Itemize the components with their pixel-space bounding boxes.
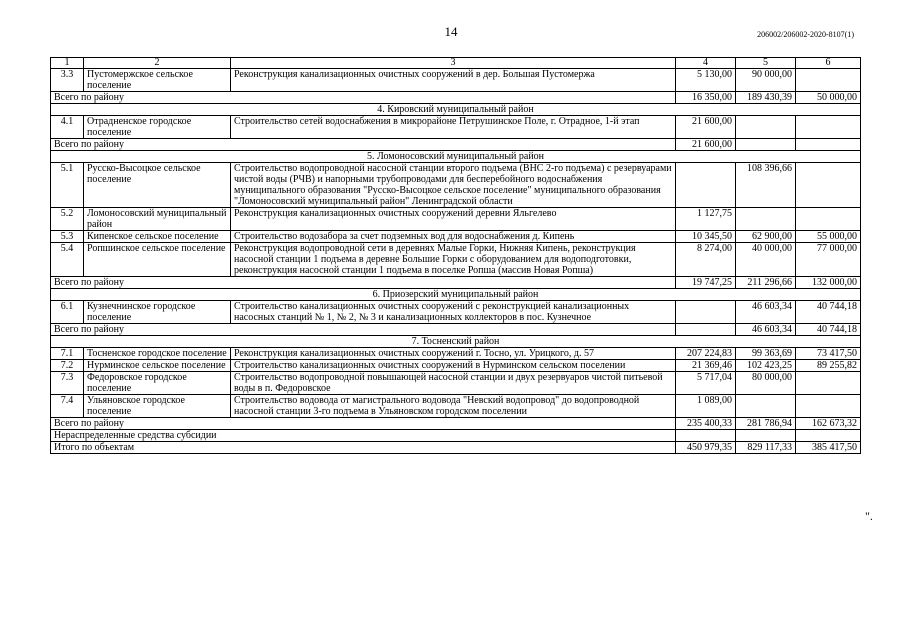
header-cell: 6	[796, 58, 861, 69]
amount-col5: 90 000,00	[736, 69, 796, 92]
amount-col5	[736, 395, 796, 418]
project-description: Реконструкция канализационных очистных сооружений в дер. Большая Пустомержа	[231, 69, 676, 92]
project-description: Строительство канализационных очистных сооружений с реконструкцией канализационных насосных станций № 1, № 2, № 3 и канализационных коллекторов в пос. Кузнечное	[231, 301, 676, 324]
total-row	[51, 430, 861, 442]
amount-col4: 1 089,00	[676, 395, 736, 418]
amount-col6	[796, 69, 861, 92]
item-number: 7.1	[51, 348, 84, 360]
amount-col6: 40 744,18	[796, 301, 861, 324]
table-row	[51, 163, 861, 208]
amount-col4: 21 600,00	[676, 116, 736, 139]
amount-col6	[796, 163, 861, 208]
amount-col4: 8 274,00	[676, 243, 736, 277]
project-description: Строительство водопроводной насосной станции второго подъема (ВНС 2-го подъема) с резервуарами чистой воды (РЧВ) и напорными трубопроводами для бесперебойного водоснабжения муниципального образования "Русско-Высоцкое сельское поселение" муниципального образования "Ломоносовский муниципальный район" Ленинградской области	[231, 163, 676, 208]
table-row	[51, 360, 861, 372]
amount-col4	[676, 301, 736, 324]
closing-quote-mark: ".	[865, 509, 873, 523]
table-row	[51, 348, 861, 360]
total-col5	[736, 430, 796, 442]
section-title: 4. Кировский муниципальный район	[51, 104, 861, 116]
amount-col5	[736, 208, 796, 231]
municipality-name: Пустомержское сельское поселение	[84, 69, 231, 92]
total-col5: 829 117,33	[736, 442, 796, 454]
amount-col5: 108 396,66	[736, 163, 796, 208]
project-description: Строительство водозабора за счет подземных вод для водоснабжения д. Кипень	[231, 231, 676, 243]
amount-col5	[736, 116, 796, 139]
section-title: 7. Тосненский район	[51, 336, 861, 348]
total-label: Всего по району	[51, 92, 676, 104]
total-col4	[676, 324, 736, 336]
section-heading-row	[51, 151, 861, 163]
total-row	[51, 277, 861, 289]
amount-col5: 40 000,00	[736, 243, 796, 277]
item-number: 5.1	[51, 163, 84, 208]
total-label: Всего по району	[51, 418, 676, 430]
municipality-name: Русско-Высоцкое сельское поселение	[84, 163, 231, 208]
total-col5: 189 430,39	[736, 92, 796, 104]
item-number: 5.4	[51, 243, 84, 277]
total-col5: 281 786,94	[736, 418, 796, 430]
total-row	[51, 324, 861, 336]
project-description: Реконструкция водопроводной сети в деревнях Малые Горки, Нижняя Кипень, реконструкция насосной станции 1 подъема в деревне Большие Горки с оборудованием для водоподготовки, реконструкция насосной станции 1 подъема в поселке Ропша (массив Новая Ропша)	[231, 243, 676, 277]
municipality-name: Тосненское городское поселение	[84, 348, 231, 360]
document-code: 206002/206002-2020-8107(1)	[757, 30, 854, 39]
section-heading-row	[51, 104, 861, 116]
total-col5	[736, 139, 796, 151]
amount-col5: 46 603,34	[736, 301, 796, 324]
item-number: 6.1	[51, 301, 84, 324]
amount-col6	[796, 372, 861, 395]
table-row	[51, 69, 861, 92]
header-cell: 2	[84, 58, 231, 69]
municipality-name: Кузнечнинское городское поселение	[84, 301, 231, 324]
amount-col5: 99 363,69	[736, 348, 796, 360]
total-col4: 19 747,25	[676, 277, 736, 289]
project-description: Строительство водопроводной повышающей насосной станции и двух резервуаров чистой питьевой воды в п. Федоровское	[231, 372, 676, 395]
header-cell: 4	[676, 58, 736, 69]
table-row	[51, 372, 861, 395]
item-number: 5.3	[51, 231, 84, 243]
header-row	[51, 58, 861, 69]
amount-col4: 5 717,04	[676, 372, 736, 395]
section-heading-row	[51, 336, 861, 348]
total-row	[51, 418, 861, 430]
municipality-name: Федоровское городское поселение	[84, 372, 231, 395]
total-col5: 46 603,34	[736, 324, 796, 336]
total-col4: 21 600,00	[676, 139, 736, 151]
project-description: Строительство сетей водоснабжения в микрорайоне Петрушинское Поле, г. Отрадное, 1-й этап	[231, 116, 676, 139]
amount-col5: 102 423,25	[736, 360, 796, 372]
total-row	[51, 442, 861, 454]
amount-col6: 73 417,50	[796, 348, 861, 360]
total-col6	[796, 139, 861, 151]
project-description: Реконструкция канализационных очистных сооружений г. Тосно, ул. Урицкого, д. 57	[231, 348, 676, 360]
total-col4	[676, 430, 736, 442]
total-label: Итого по объектам	[51, 442, 676, 454]
total-col6: 385 417,50	[796, 442, 861, 454]
total-col6: 132 000,00	[796, 277, 861, 289]
total-col4: 16 350,00	[676, 92, 736, 104]
amount-col5: 62 900,00	[736, 231, 796, 243]
amount-col4: 10 345,50	[676, 231, 736, 243]
header-cell: 1	[51, 58, 84, 69]
table-row	[51, 243, 861, 277]
page-number: 14	[444, 24, 458, 39]
table-row	[51, 301, 861, 324]
item-number: 3.3	[51, 69, 84, 92]
amount-col6	[796, 208, 861, 231]
section-heading-row	[51, 289, 861, 301]
municipality-name: Ропшинское сельское поселение	[84, 243, 231, 277]
total-col6	[796, 430, 861, 442]
municipality-name: Отрадненское городское поселение	[84, 116, 231, 139]
total-label: Всего по району	[51, 139, 676, 151]
municipality-name: Кипенское сельское поселение	[84, 231, 231, 243]
section-title: 6. Приозерский муниципальный район	[51, 289, 861, 301]
section-title: 5. Ломоносовский муниципальный район	[51, 151, 861, 163]
item-number: 4.1	[51, 116, 84, 139]
total-col5: 211 296,66	[736, 277, 796, 289]
total-col4: 450 979,35	[676, 442, 736, 454]
amount-col4: 207 224,83	[676, 348, 736, 360]
item-number: 7.3	[51, 372, 84, 395]
table-row	[51, 395, 861, 418]
amount-col4: 5 130,00	[676, 69, 736, 92]
amount-col5: 80 000,00	[736, 372, 796, 395]
project-description: Строительство водовода от магистрального водовода "Невский водопровод" до водопроводной насосной станции 3-го подъема в Ульяновском городском поселении	[231, 395, 676, 418]
total-row	[51, 92, 861, 104]
total-col6: 40 744,18	[796, 324, 861, 336]
municipality-name: Нурминское сельское поселение	[84, 360, 231, 372]
amount-col6: 77 000,00	[796, 243, 861, 277]
subsidy-table	[50, 57, 861, 454]
amount-col6: 89 255,82	[796, 360, 861, 372]
total-col6: 162 673,32	[796, 418, 861, 430]
table-row	[51, 208, 861, 231]
total-row	[51, 139, 861, 151]
table-row	[51, 231, 861, 243]
header-cell: 3	[231, 58, 676, 69]
item-number: 7.2	[51, 360, 84, 372]
amount-col6	[796, 395, 861, 418]
project-description: Строительство канализационных очистных сооружений в Нурминском сельском поселении	[231, 360, 676, 372]
municipality-name: Ломоносовский муниципальный район	[84, 208, 231, 231]
amount-col6: 55 000,00	[796, 231, 861, 243]
table-row	[51, 116, 861, 139]
total-label: Всего по району	[51, 324, 676, 336]
total-col4: 235 400,33	[676, 418, 736, 430]
amount-col6	[796, 116, 861, 139]
total-label: Всего по району	[51, 277, 676, 289]
municipality-name: Ульяновское городское поселение	[84, 395, 231, 418]
item-number: 7.4	[51, 395, 84, 418]
header-cell: 5	[736, 58, 796, 69]
amount-col4: 21 369,46	[676, 360, 736, 372]
amount-col4	[676, 163, 736, 208]
total-col6: 50 000,00	[796, 92, 861, 104]
total-label: Нераспределенные средства субсидии	[51, 430, 676, 442]
amount-col4: 1 127,75	[676, 208, 736, 231]
item-number: 5.2	[51, 208, 84, 231]
project-description: Реконструкция канализационных очистных сооружений деревни Яльгелево	[231, 208, 676, 231]
